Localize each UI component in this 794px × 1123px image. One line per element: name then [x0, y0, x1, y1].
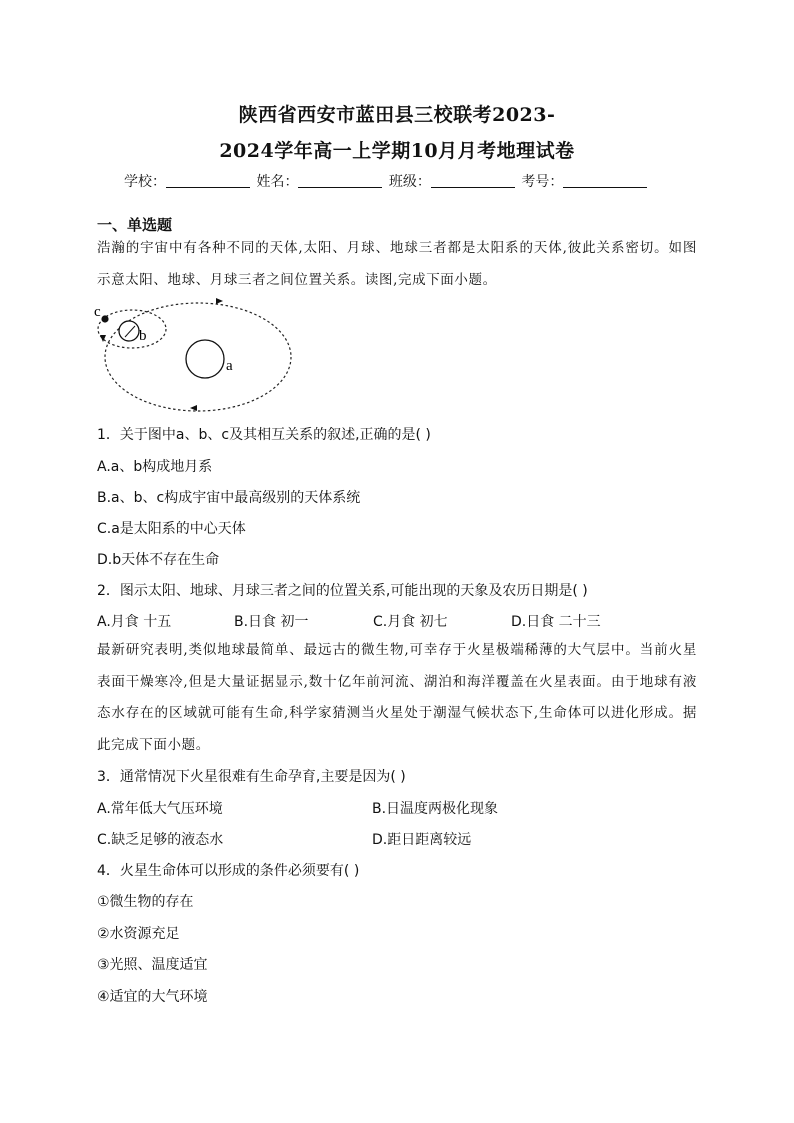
earth-b	[119, 321, 139, 341]
section-heading: 一、单选题	[97, 216, 173, 234]
exam-title-line1: 陕西省西安市蓝田县三校联考2023-	[238, 104, 556, 126]
sun-a	[186, 340, 224, 378]
q1-option-d[interactable]: D.b天体不存在生命	[97, 552, 220, 568]
q3-options-row-2	[97, 829, 697, 849]
q4-item-3: ③光照、温度适宜	[97, 957, 208, 973]
q1-option-c[interactable]: C.a是太阳系的中心天体	[97, 521, 246, 537]
q1-option-a[interactable]: A.a、b构成地月系	[97, 459, 213, 475]
reading-passage-2: 最新研究表明,类似地球最简单、最远古的微生物,可幸存于火星极端稀薄的大气层中。当前火星表面干燥寒冷,但是大量证据显示,数十亿年前河流、湖泊和海洋覆盖在火星表面。由于地球有液态水存在的区域就可能有生命,科学家猜测当火星处于潮湿气候状态下,生命体可以进化形成。据此完成下面小题。	[97, 642, 697, 753]
q4-item-1: ①微生物的存在	[97, 894, 194, 910]
label-c: c	[94, 304, 101, 320]
class-label: 班级：	[388, 174, 431, 190]
name-blank	[298, 174, 382, 188]
class-blank	[431, 174, 515, 188]
sun-earth-moon-diagram	[92, 295, 302, 420]
q1-option-b[interactable]: B.a、b、c构成宇宙中最高级别的天体系统	[97, 490, 361, 506]
school-label: 学校：	[124, 174, 166, 190]
q2-option-b[interactable]: B.日食 初一	[234, 614, 309, 630]
q3-option-b[interactable]: B.日温度两极化现象	[372, 801, 499, 817]
q4-item-4: ④适宜的大气环境	[97, 989, 208, 1005]
reading-passage-1: 浩瀚的宇宙中有各种不同的天体,太阳、月球、地球三者都是太阳系的天体,彼此关系密切。如图示意太阳、地球、月球三者之间位置关系。读图,完成下面小题。	[97, 240, 697, 288]
orbit-arrow-bottom	[190, 405, 197, 411]
q3-option-a[interactable]: A.常年低大气压环境	[97, 801, 223, 817]
exam-number-blank	[563, 174, 647, 188]
q2-option-d[interactable]: D.日食 二十三	[511, 614, 601, 630]
exam-number-label: 考号：	[521, 174, 564, 190]
name-label: 姓名：	[256, 174, 299, 190]
label-b: b	[139, 328, 147, 344]
q3-option-c[interactable]: C.缺乏足够的液态水	[97, 832, 224, 848]
student-info-line	[124, 171, 684, 191]
school-blank	[166, 174, 250, 188]
question-1-stem: 1．关于图中a、b、c及其相互关系的叙述,正确的是( )	[97, 427, 431, 443]
label-a: a	[226, 358, 233, 374]
question-2-stem: 2．图示太阳、地球、月球三者之间的位置关系,可能出现的天象及农历日期是( )	[97, 583, 588, 599]
q2-option-a[interactable]: A.月食 十五	[97, 614, 172, 630]
moon-c	[101, 315, 108, 322]
question-4-stem: 4．火星生命体可以形成的条件必须要有( )	[97, 863, 360, 879]
q2-option-c[interactable]: C.月食 初七	[373, 614, 448, 630]
q2-options-row	[97, 611, 697, 631]
orbit-arrow-top	[216, 298, 223, 304]
exam-title-line2: 2024学年高一上学期10月月考地理试卷	[219, 140, 575, 162]
q3-options-row-1	[97, 798, 697, 818]
q4-item-2: ②水资源充足	[97, 926, 180, 942]
question-3-stem: 3．通常情况下火星很难有生命孕育,主要是因为( )	[97, 769, 406, 785]
q3-option-d[interactable]: D.距日距离较远	[372, 832, 472, 848]
